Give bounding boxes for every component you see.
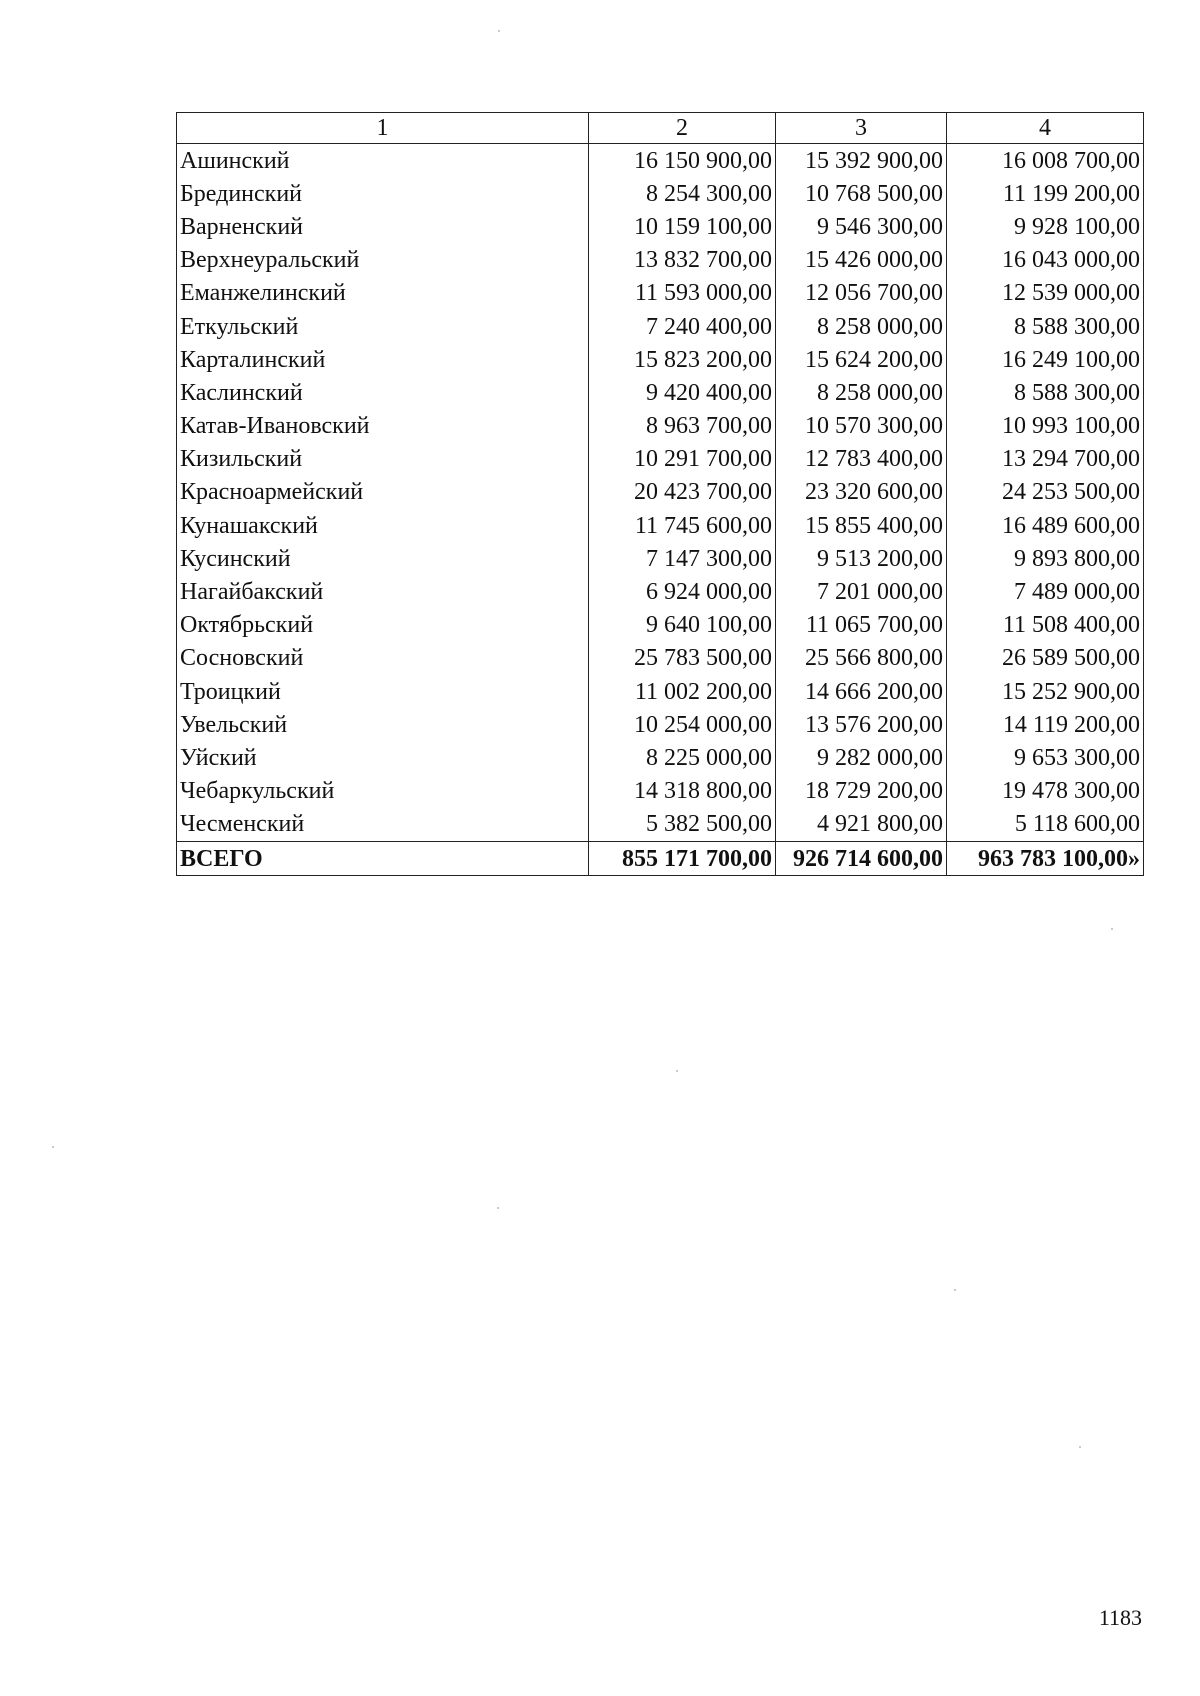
value-col3: 10 570 300,00: [776, 410, 947, 443]
table-row: [177, 244, 1144, 277]
value-col3: 12 783 400,00: [776, 443, 947, 476]
value-col2: 6 924 000,00: [589, 575, 776, 608]
value-col2: 7 240 400,00: [589, 310, 776, 343]
value-col4: 10 993 100,00: [947, 410, 1144, 443]
table-body: [177, 144, 1144, 876]
district-name: Катав-Ивановский: [177, 410, 589, 443]
district-name: Нагайбакский: [177, 575, 589, 608]
value-col2: 5 382 500,00: [589, 808, 776, 842]
value-col3: 15 624 200,00: [776, 343, 947, 376]
table-row: [177, 376, 1144, 409]
value-col2: 11 745 600,00: [589, 509, 776, 542]
scan-speck: [1111, 928, 1113, 930]
value-col2: 7 147 300,00: [589, 542, 776, 575]
value-col2: 9 420 400,00: [589, 376, 776, 409]
value-col2: 8 254 300,00: [589, 177, 776, 210]
table-row: [177, 177, 1144, 210]
value-col3: 14 666 200,00: [776, 675, 947, 708]
total-label: ВСЕГО: [177, 841, 589, 875]
budget-table: [176, 112, 1144, 876]
value-col3: 8 258 000,00: [776, 310, 947, 343]
value-col2: 10 159 100,00: [589, 210, 776, 243]
value-col3: 18 729 200,00: [776, 775, 947, 808]
value-col3: 7 201 000,00: [776, 575, 947, 608]
value-col3: 9 282 000,00: [776, 741, 947, 774]
district-name: Октябрьский: [177, 609, 589, 642]
value-col3: 23 320 600,00: [776, 476, 947, 509]
value-col4: 16 249 100,00: [947, 343, 1144, 376]
district-name: Кунашакский: [177, 509, 589, 542]
value-col3: 8 258 000,00: [776, 376, 947, 409]
total-col2: 855 171 700,00: [589, 841, 776, 875]
table-row: [177, 509, 1144, 542]
district-name: Верхнеуральский: [177, 244, 589, 277]
scan-speck: [498, 30, 500, 32]
value-col4: 11 508 400,00: [947, 609, 1144, 642]
table-row: [177, 609, 1144, 642]
value-col4: 26 589 500,00: [947, 642, 1144, 675]
value-col2: 8 225 000,00: [589, 741, 776, 774]
value-col3: 15 392 900,00: [776, 144, 947, 178]
value-col2: 13 832 700,00: [589, 244, 776, 277]
value-col4: 9 653 300,00: [947, 741, 1144, 774]
district-name: Чесменский: [177, 808, 589, 842]
value-col3: 10 768 500,00: [776, 177, 947, 210]
district-name: Уйский: [177, 741, 589, 774]
column-header-2: 2: [589, 113, 776, 144]
value-col4: 11 199 200,00: [947, 177, 1144, 210]
total-row: [177, 841, 1144, 875]
page-number: 1183: [1098, 1605, 1142, 1630]
value-col3: 13 576 200,00: [776, 708, 947, 741]
value-col4: 14 119 200,00: [947, 708, 1144, 741]
value-col4: 8 588 300,00: [947, 376, 1144, 409]
header-row: [177, 113, 1144, 144]
value-col2: 10 254 000,00: [589, 708, 776, 741]
scan-speck: [1079, 1446, 1081, 1448]
value-col4: 16 008 700,00: [947, 144, 1144, 178]
value-col2: 16 150 900,00: [589, 144, 776, 178]
value-col3: 9 513 200,00: [776, 542, 947, 575]
table-row: [177, 476, 1144, 509]
column-header-1: 1: [177, 113, 589, 144]
total-col3: 926 714 600,00: [776, 841, 947, 875]
value-col4: 16 043 000,00: [947, 244, 1144, 277]
table-row: [177, 144, 1144, 178]
value-col2: 25 783 500,00: [589, 642, 776, 675]
district-name: Карталинский: [177, 343, 589, 376]
district-name: Каслинский: [177, 376, 589, 409]
value-col4: 8 588 300,00: [947, 310, 1144, 343]
value-col4: 9 893 800,00: [947, 542, 1144, 575]
column-header-4: 4: [947, 113, 1144, 144]
value-col4: 15 252 900,00: [947, 675, 1144, 708]
scan-speck: [52, 1146, 54, 1148]
district-name: Троицкий: [177, 675, 589, 708]
value-col3: 11 065 700,00: [776, 609, 947, 642]
district-name: Кусинский: [177, 542, 589, 575]
value-col2: 9 640 100,00: [589, 609, 776, 642]
value-col3: 25 566 800,00: [776, 642, 947, 675]
scan-speck: [676, 1070, 678, 1072]
district-name: Еткульский: [177, 310, 589, 343]
district-name: Ашинский: [177, 144, 589, 178]
value-col3: 4 921 800,00: [776, 808, 947, 842]
value-col2: 15 823 200,00: [589, 343, 776, 376]
value-col2: 8 963 700,00: [589, 410, 776, 443]
table-row: [177, 575, 1144, 608]
scan-speck: [954, 1289, 956, 1291]
value-col3: 12 056 700,00: [776, 277, 947, 310]
district-name: Варненский: [177, 210, 589, 243]
column-header-3: 3: [776, 113, 947, 144]
district-name: Чебаркульский: [177, 775, 589, 808]
value-col4: 12 539 000,00: [947, 277, 1144, 310]
value-col4: 16 489 600,00: [947, 509, 1144, 542]
value-col2: 14 318 800,00: [589, 775, 776, 808]
table-row: [177, 542, 1144, 575]
district-name: Увельский: [177, 708, 589, 741]
district-name: Брединский: [177, 177, 589, 210]
value-col2: 11 002 200,00: [589, 675, 776, 708]
district-name: Сосновский: [177, 642, 589, 675]
value-col4: 19 478 300,00: [947, 775, 1144, 808]
value-col4: 24 253 500,00: [947, 476, 1144, 509]
value-col4: 9 928 100,00: [947, 210, 1144, 243]
total-col4: 963 783 100,00»: [947, 841, 1144, 875]
scan-speck: [497, 1207, 499, 1209]
table-row: [177, 675, 1144, 708]
value-col3: 9 546 300,00: [776, 210, 947, 243]
table-row: [177, 642, 1144, 675]
table-row: [177, 443, 1144, 476]
table-row: [177, 741, 1144, 774]
district-name: Еманжелинский: [177, 277, 589, 310]
value-col3: 15 855 400,00: [776, 509, 947, 542]
table-header: [177, 113, 1144, 144]
value-col3: 15 426 000,00: [776, 244, 947, 277]
value-col4: 7 489 000,00: [947, 575, 1144, 608]
table-row: [177, 343, 1144, 376]
table-row: [177, 210, 1144, 243]
value-col4: 5 118 600,00: [947, 808, 1144, 842]
value-col2: 11 593 000,00: [589, 277, 776, 310]
table-row: [177, 708, 1144, 741]
district-name: Красноармейский: [177, 476, 589, 509]
table-row: [177, 410, 1144, 443]
table-row: [177, 277, 1144, 310]
value-col4: 13 294 700,00: [947, 443, 1144, 476]
value-col2: 20 423 700,00: [589, 476, 776, 509]
table-row: [177, 808, 1144, 842]
table-row: [177, 310, 1144, 343]
table-row: [177, 775, 1144, 808]
value-col2: 10 291 700,00: [589, 443, 776, 476]
district-name: Кизильский: [177, 443, 589, 476]
